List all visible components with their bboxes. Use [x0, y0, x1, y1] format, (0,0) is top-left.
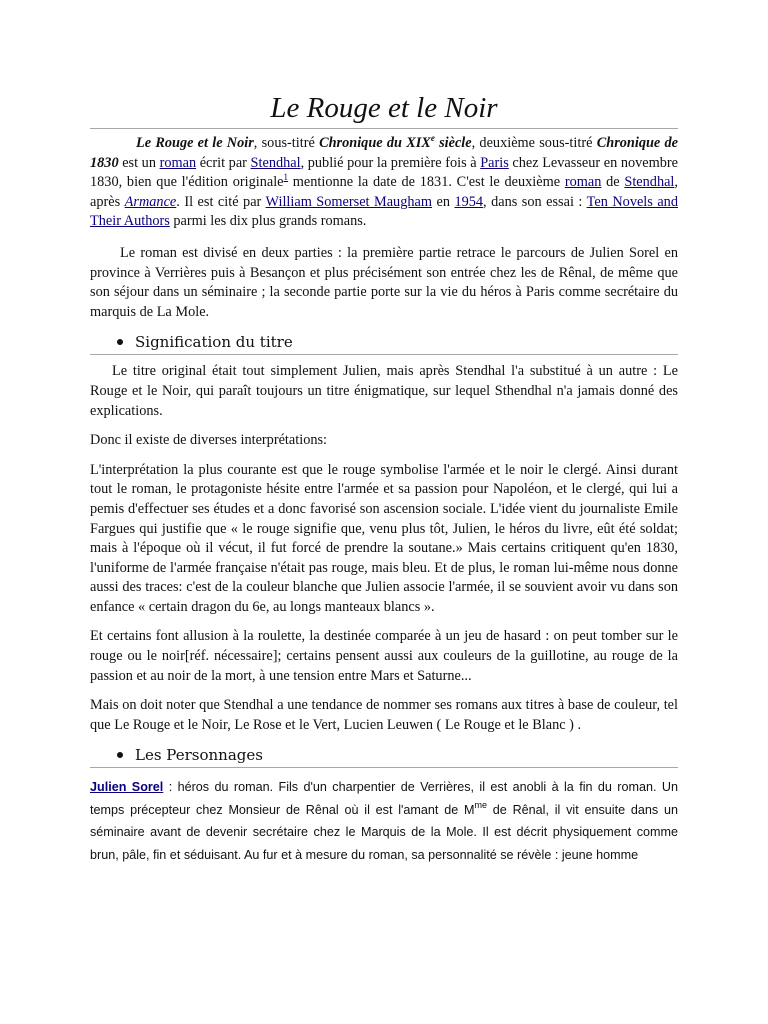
characters-text: : héros du roman. Fils d'un charpentier de Verrières, il est anobli à la fin du roman. Un temps précepteur chez Monsieur de Rênal où il est l'amant de M [90, 780, 679, 817]
link-maugham[interactable]: William Somerset Maugham [265, 193, 432, 210]
intro-text: . Il est cité par [176, 193, 266, 210]
intro-text: en [431, 193, 455, 210]
intro-text: , publié pour la première fois à [300, 154, 481, 171]
intro-text: chez Levasseur en novembre 1830, bien que l'édition originale [90, 154, 678, 191]
subtitle-1: Chronique du XIX [319, 135, 431, 151]
title-paragraph-1: Le titre original était tout simplement Julien, mais après Stendhal l'a substitué à un autre : Le Rouge et le Noir, qui paraît toujours un titre énigmatique, sur lequel Sthendhal n'a jamais donné des explications. [90, 363, 678, 419]
title-paragraph-2: Donc il existe de diverses interprétations: [90, 432, 328, 449]
link-ten-novels[interactable]: Ten Novels and Their Authors [90, 193, 678, 230]
section-heading-characters [90, 745, 678, 768]
century-superscript: e [430, 133, 435, 143]
title-paragraph-5: Mais on doit noter que Stendhal a une tendance de nommer ses romans aux titres à base de couleur, tel que Le Rouge et le Noir, Le Rose et le Vert, Lucien Leuwen ( Le Rouge et le Blanc ) . [90, 697, 678, 733]
section-heading-text: Signification du titre [135, 333, 293, 352]
characters-text: de Rênal, il vit ensuite dans un séminaire avant de devenir secrétaire chez le Marquis de la Mole. Il est décrit physiquement comme brun, pâle, fin et séduisant. Au fur et à mesure du roman, sa personnalité se révèle : jeune homme [90, 802, 678, 862]
intro-text: parmi les dix plus grands romans. [169, 213, 367, 230]
intro-paragraph [90, 134, 678, 232]
characters-paragraph [90, 776, 678, 866]
intro-text: , dans son essai : [483, 193, 587, 210]
intro-text: est un [118, 154, 160, 171]
intro-text: de [601, 174, 625, 191]
madame-superscript: me [474, 799, 487, 810]
link-julien-sorel[interactable]: Julien Sorel [90, 780, 164, 795]
link-1954[interactable]: 1954 [454, 193, 484, 210]
intro-text: , sous-titré [253, 135, 320, 151]
title-paragraph-4: Et certains font allusion à la roulette, la destinée comparée à un jeu de hasard : on peut tomber sur le rouge ou le noir[réf. nécessaire]; certains pensent aussi aux couleurs de la guillotine, au rouge de la passion et au noir de la mort, à une tension entre Mars et Saturne... [90, 628, 678, 684]
subtitle-2: Chronique de 1830 [90, 135, 679, 171]
intro-text: , deuxième sous-titré [471, 135, 597, 151]
article-content [90, 90, 678, 876]
book-title-bold: Le Rouge et le Noir [136, 135, 254, 151]
link-roman-2[interactable]: roman [564, 174, 602, 191]
section-heading-title-meaning [90, 332, 678, 355]
intro-text: mentionne la date de 1831. C'est le deuxième [288, 174, 565, 191]
subtitle-1-end: siècle [434, 135, 472, 151]
link-paris[interactable]: Paris [480, 154, 509, 171]
division-paragraph: Le roman est divisé en deux parties : la première partie retrace le parcours de Julien Sorel en province à Verrières puis à Besançon et plus précisément son entrée chez les de Rênal, de même que son séjour dans un séminaire ; la seconde partie porte sur la vie du héros à Paris comme secrétaire du marquis de La Mole. [90, 244, 678, 320]
page-title: Le Rouge et le Noir [90, 90, 678, 129]
link-armance[interactable]: Armance [124, 193, 177, 210]
bullet-icon [117, 339, 123, 345]
link-stendhal[interactable]: Stendhal [250, 154, 301, 171]
bullet-icon [117, 752, 123, 758]
intro-text: , après [90, 174, 678, 210]
section-heading-text: Les Personnages [135, 746, 263, 765]
link-stendhal-2[interactable]: Stendhal [624, 174, 675, 191]
footnote-link[interactable]: 1 [283, 172, 289, 183]
link-roman[interactable]: roman [159, 154, 197, 171]
intro-text: écrit par [196, 154, 251, 171]
title-paragraph-3: L'interprétation la plus courante est que le rouge symbolise l'armée et le noir le clergé. Ainsi durant tout le roman, le protagoniste hésite entre l'armée et sa passion pour Napoléon, et le clergé, qui lui a pemis d'effectuer ses études et a donc favorisé son ascension sociale. L'idée vient du journaliste Emile Fargues qui justifie que « le rouge signifie que, venu plus tôt, Julien, le héros du livre, eût été soldat; mais à l'époque où il vécut, il fut forcé de prendre la soutane.» Mais certains critiquent qu'en 1830, l'uniforme de l'armée française n'était pas rouge, mais bleu. Et de plus, le roman lui-même nous donne aussi des traces: c'est de la couleur blanche que Julien associe l'armée, il se souvient avoir vu dans son enfance « certain dragon du 6e, au longs manteaux blancs ». [90, 461, 678, 615]
